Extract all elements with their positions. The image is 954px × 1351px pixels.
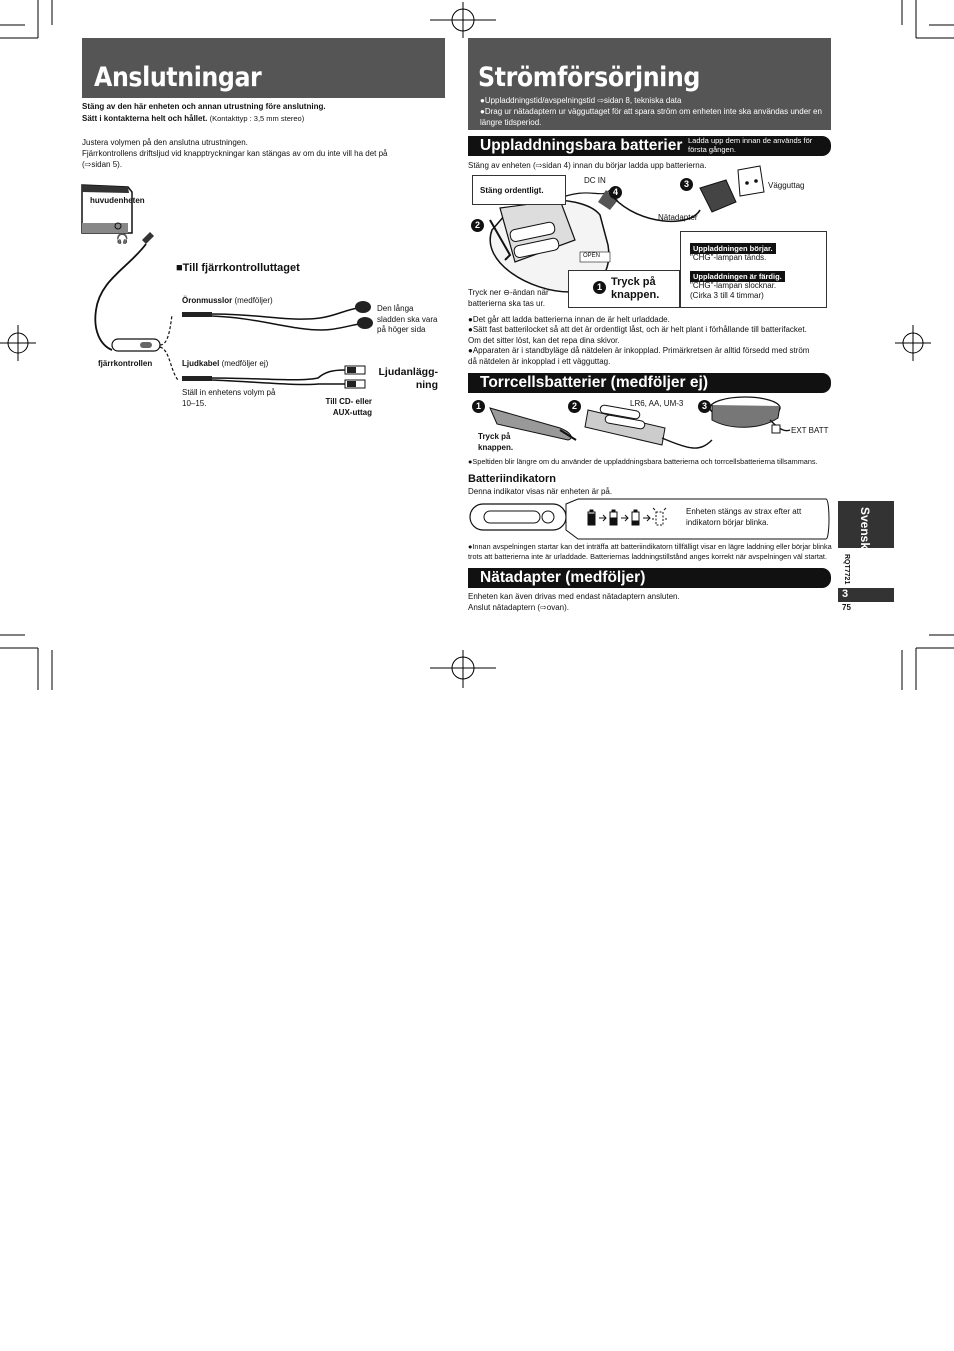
dry-press-button-label: Tryck på knappen. [478,432,514,452]
section-1-title: Uppladdningsbara batterier [480,137,683,154]
label-battery-type: LR6, AA, UM-3 [630,399,684,408]
label-wall-outlet: Vägguttag [768,181,805,190]
intro-bold-1: Stäng av den här enheten och annan utrustning före anslutning. [82,102,326,111]
label-long-cord: Den långa sladden ska vara på höger sida [377,304,438,334]
label-to-cd: Till CD- eller AUX-uttag [325,397,372,417]
step-4-icon: 4 [609,186,622,199]
page-number: 75 [842,603,851,612]
step-2-icon: 2 [471,219,484,232]
dry-step-3-icon: 3 [698,400,711,413]
indicator-text: Denna indikator visas när enheten är på. [468,487,613,496]
side-tab-language [838,501,894,556]
dry-step-1-icon: 1 [472,400,485,413]
press-button-label: Tryck på knappen. [611,276,660,301]
chg-off-text: "CHG"-lampan slocknar. [690,281,777,290]
headphone-icon: 🎧 [116,234,129,245]
label-open: OPEN [583,253,601,259]
side-tab-text: Svenska [858,507,872,556]
close-properly-label: Stäng ordentligt. [480,186,544,195]
section-1-note-1: ●Det går att ladda batterierna innan de är helt urladdade. [468,315,670,324]
section-1-note: Ladda upp dem innan de används för första gången. [688,136,813,154]
step-1-icon: 1 [593,281,606,294]
indicator-bullet: ●Innan avspelningen startar kan det inträffa att batteriindikatorn tillfälligt visar en lägre laddning eller börjar blinka trots att batterierna inte är urladdade. Batteriernas laddningstillstånd anges korrekt när avspelningen väl startat. [468,542,832,561]
section-3-text-1: Enheten kan även drivas med endast nätadaptern ansluten. [468,592,680,601]
section-3-text-2: Anslut nätadaptern (⇨ovan). [468,603,569,612]
earphones-label: Öronmusslor [182,296,233,305]
header-bullet-2: ●Drag ur nätadaptern ur vägguttaget för att spara ström om enheten inte ska användas under en längre tidsperiod. [480,107,822,127]
intro-note: (Kontakttyp : 3,5 mm stereo) [209,114,305,123]
section-1-note-2: ●Sätt fast batterilocket så att det är ordentligt låst, och är helt plant i förhållande till batterifacket. Om det sitter löst, kan det repa dina skivor. [468,325,807,345]
section-2-title: Torrcellsbatterier (medföljer ej) [480,374,708,391]
label-adapter: Nätadapter [658,213,698,222]
section-heading-adapter [468,568,831,588]
section-1-intro: Stäng av enheten (⇨sidan 4) innan du börjar ladda upp batterierna. [468,161,707,170]
page-title-stromforsorjning: Strömförsörjning [478,62,700,93]
text-3: (⇨sidan 5). [82,160,123,169]
label-volume-note: Ställ in enhetens volym på 10–15. [182,388,276,408]
charge-start-tag: Uppladdningen börjar. [690,243,776,254]
doc-code: RQT7721 [843,554,850,585]
audio-cable-label: Ljudkabel [182,359,220,368]
text-2: Fjärrkontrollens driftsljud vid knapptryckningar kan stängas av om du inte vill ha det på [82,149,388,158]
section-2-note: ●Speltiden blir längre om du använder de uppladdningsbara batterierna och torrcellsbatterierna tillsammans. [468,457,818,466]
chg-on-text: "CHG"-lampan tänds. [690,253,767,262]
label-press-minus: Tryck ner ⊖-ändan när batterierna ska tas ur. [468,288,549,308]
doc-code-wrap [840,554,850,588]
section-3-title: Nätadapter (medföljer) [480,569,646,586]
step-3-icon: 3 [680,178,693,191]
dry-step-2-icon: 2 [568,400,581,413]
label-dc-in: DC IN [584,176,606,185]
label-remote: fjärrkontrollen [98,359,153,368]
chg-time-text: (Cirka 3 till 4 timmar) [690,291,764,300]
label-main-unit: huvudenheten [90,196,145,205]
label-ext-batt: EXT BATT [791,426,829,435]
page-title-anslutningar: Anslutningar [94,62,262,93]
indicator-title: Batteriindikatorn [468,473,557,485]
chapter-bar [838,588,894,602]
header-bullet-1: ●Uppladdningstid/avspelningstid ⇨sidan 8, tekniska data [480,96,682,105]
label-audio-equipment: Ljudanlägg- ning [378,366,438,391]
indicator-note: Enheten stängs av strax efter att indikatorn börjar blinka. [686,507,802,527]
earphones-note: (medföljer) [234,296,273,305]
section-1-note-3: ●Apparaten är i standbyläge då nätdelen är inkopplad. Primärkretsen är alltid försedd med ström då nätdelen är inkopplad i ett vägguttag. [468,346,810,366]
audio-cable-note: (medföljer ej) [221,359,269,368]
text-1: Justera volymen på den anslutna utrustningen. [82,138,248,147]
remote-heading: ■Till fjärrkontrolluttaget [176,262,300,274]
charge-done-tag: Uppladdningen är färdig. [690,271,785,282]
chapter-number: 3 [842,588,849,600]
intro-bold-2: Sätt i kontakterna helt och hållet. [82,114,208,123]
